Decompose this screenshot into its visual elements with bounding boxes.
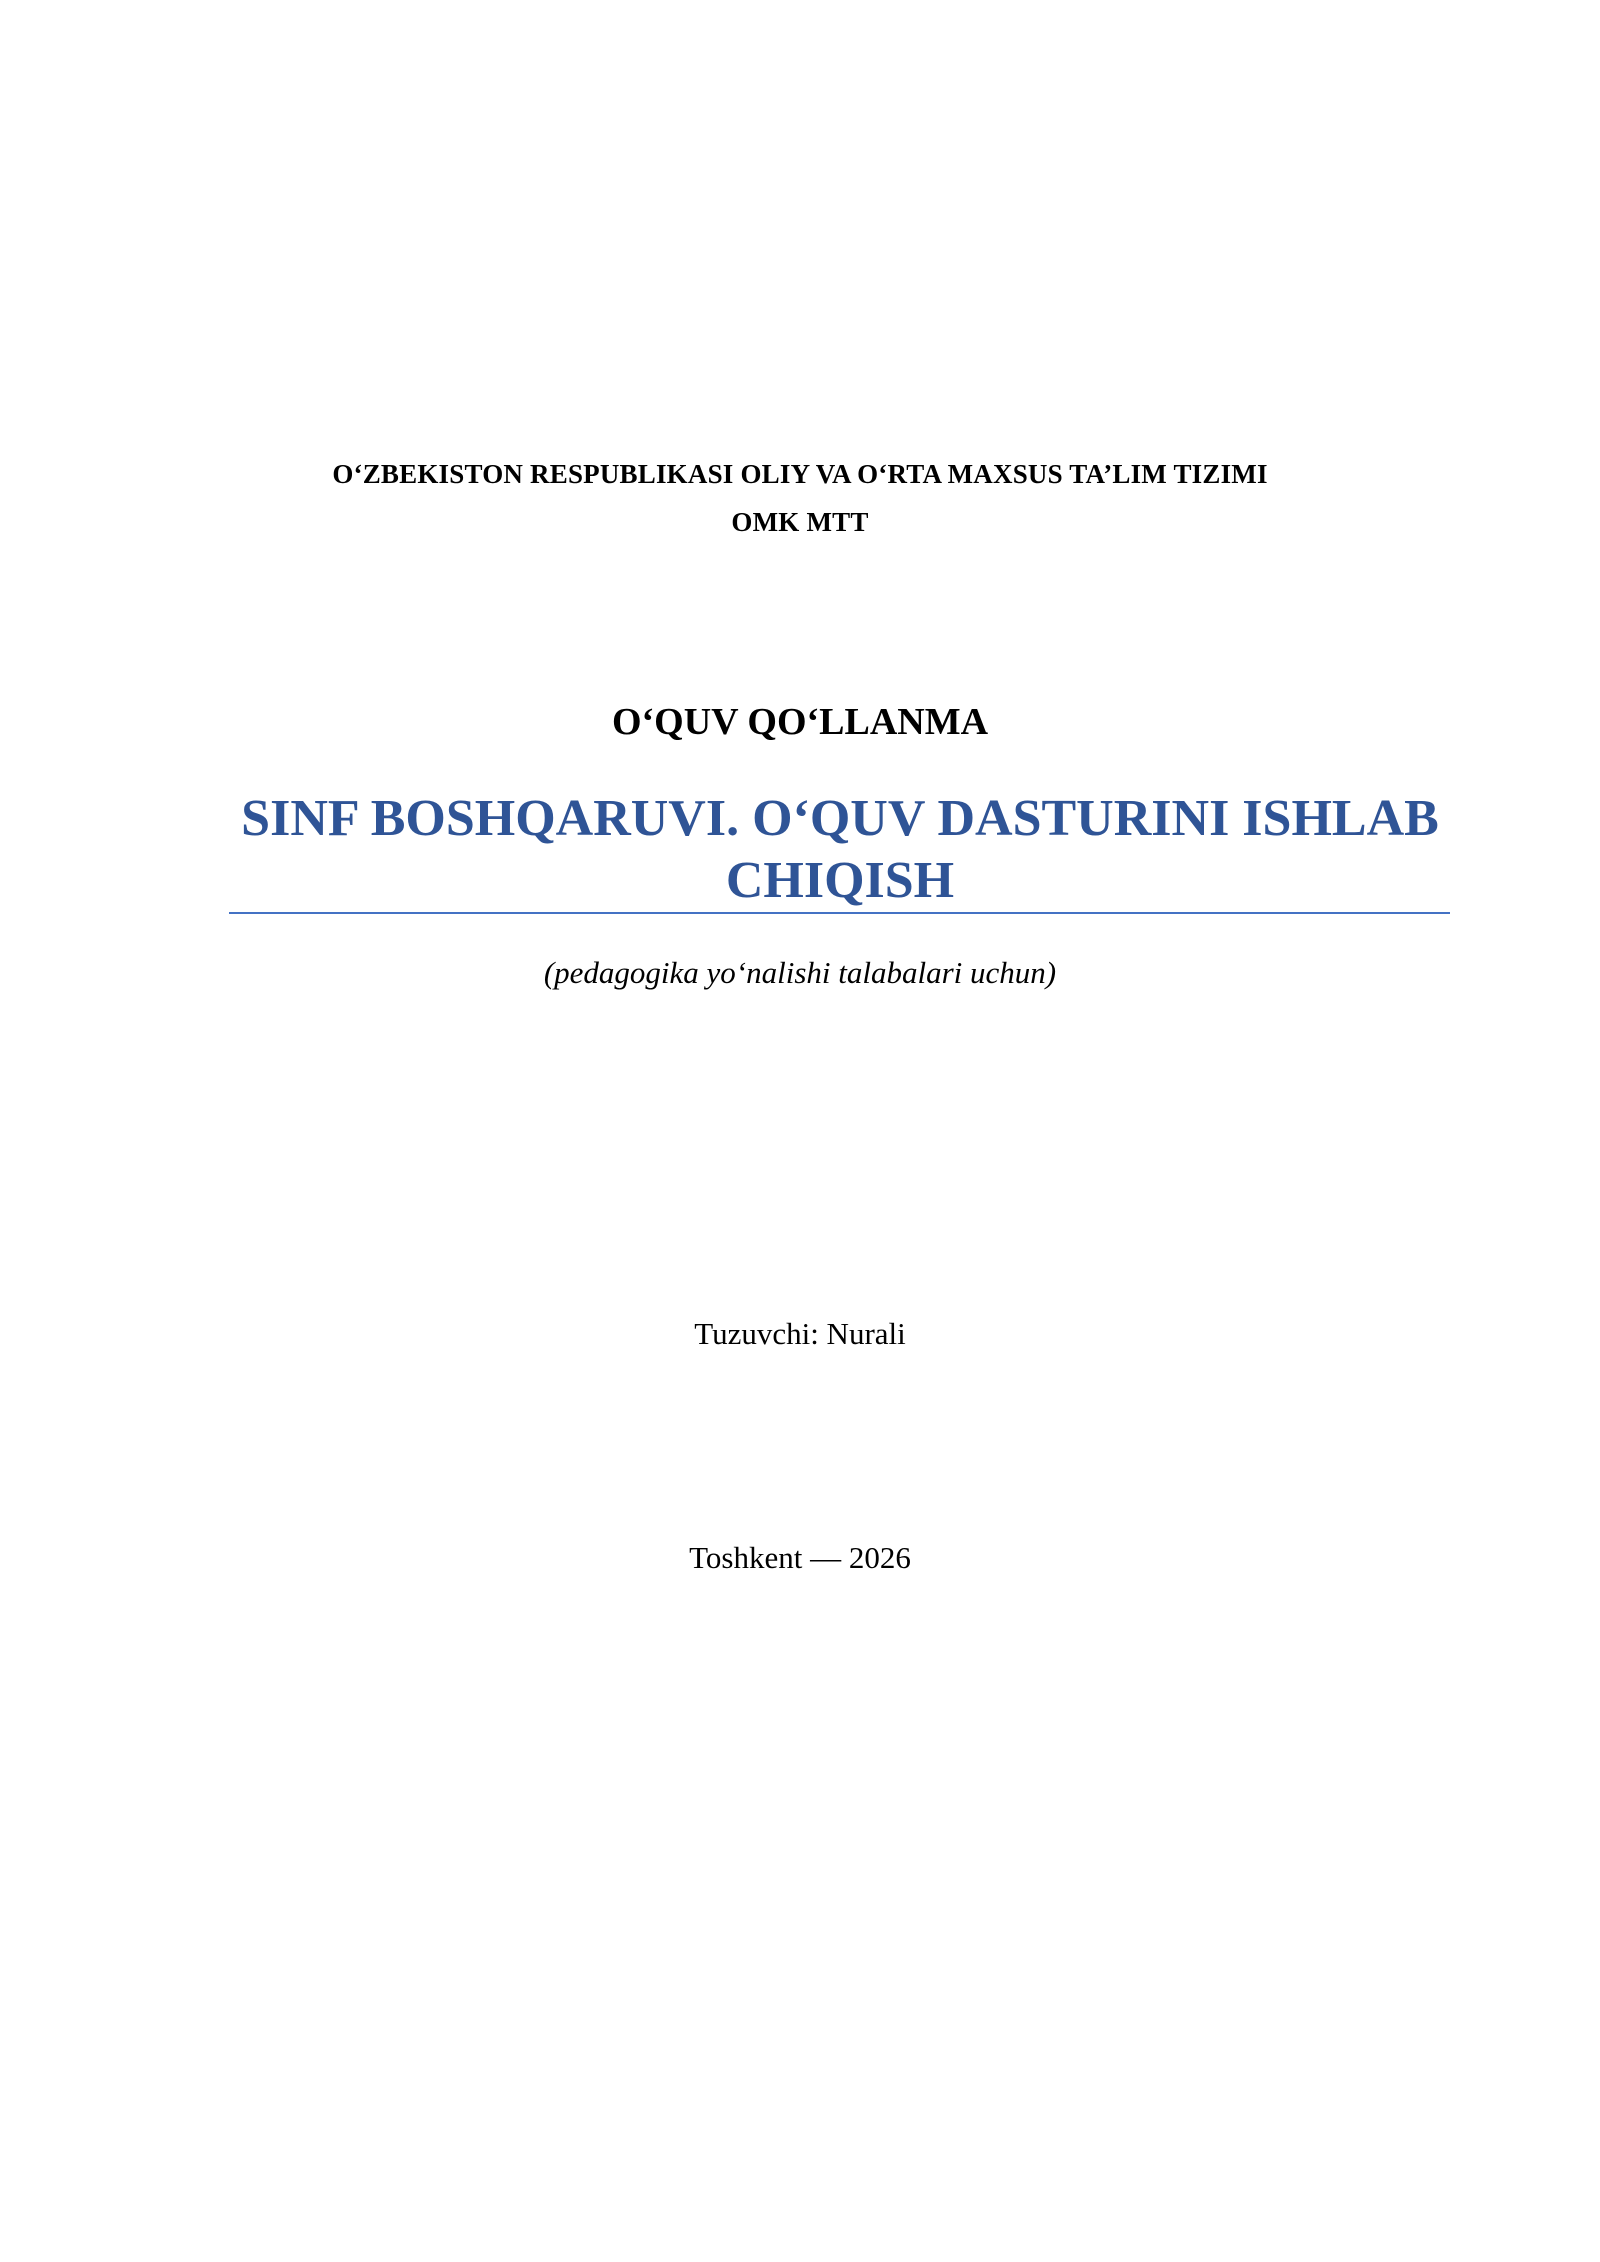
institution-abbreviation: OMK MTT xyxy=(731,507,869,537)
document-type: O‘QUV QO‘LLANMA xyxy=(611,701,989,743)
main-title: SINF BOSHQARUVI. O‘QUV DASTURINI ISHLAB CHIQISH xyxy=(241,790,1439,909)
subtitle: (pedagogika yo‘nalishi talabalari uchun) xyxy=(543,955,1057,990)
city-year-line: Toshkent — 2026 xyxy=(689,1540,911,1575)
title-underline-divider xyxy=(229,912,1450,914)
institution-name: O‘ZBEKISTON RESPUBLIKASI OLIY VA O‘RTA MAXSUS TA’LIM TIZIMI xyxy=(332,459,1268,489)
author-line: Tuzuvchi: Nurali xyxy=(694,1316,906,1351)
